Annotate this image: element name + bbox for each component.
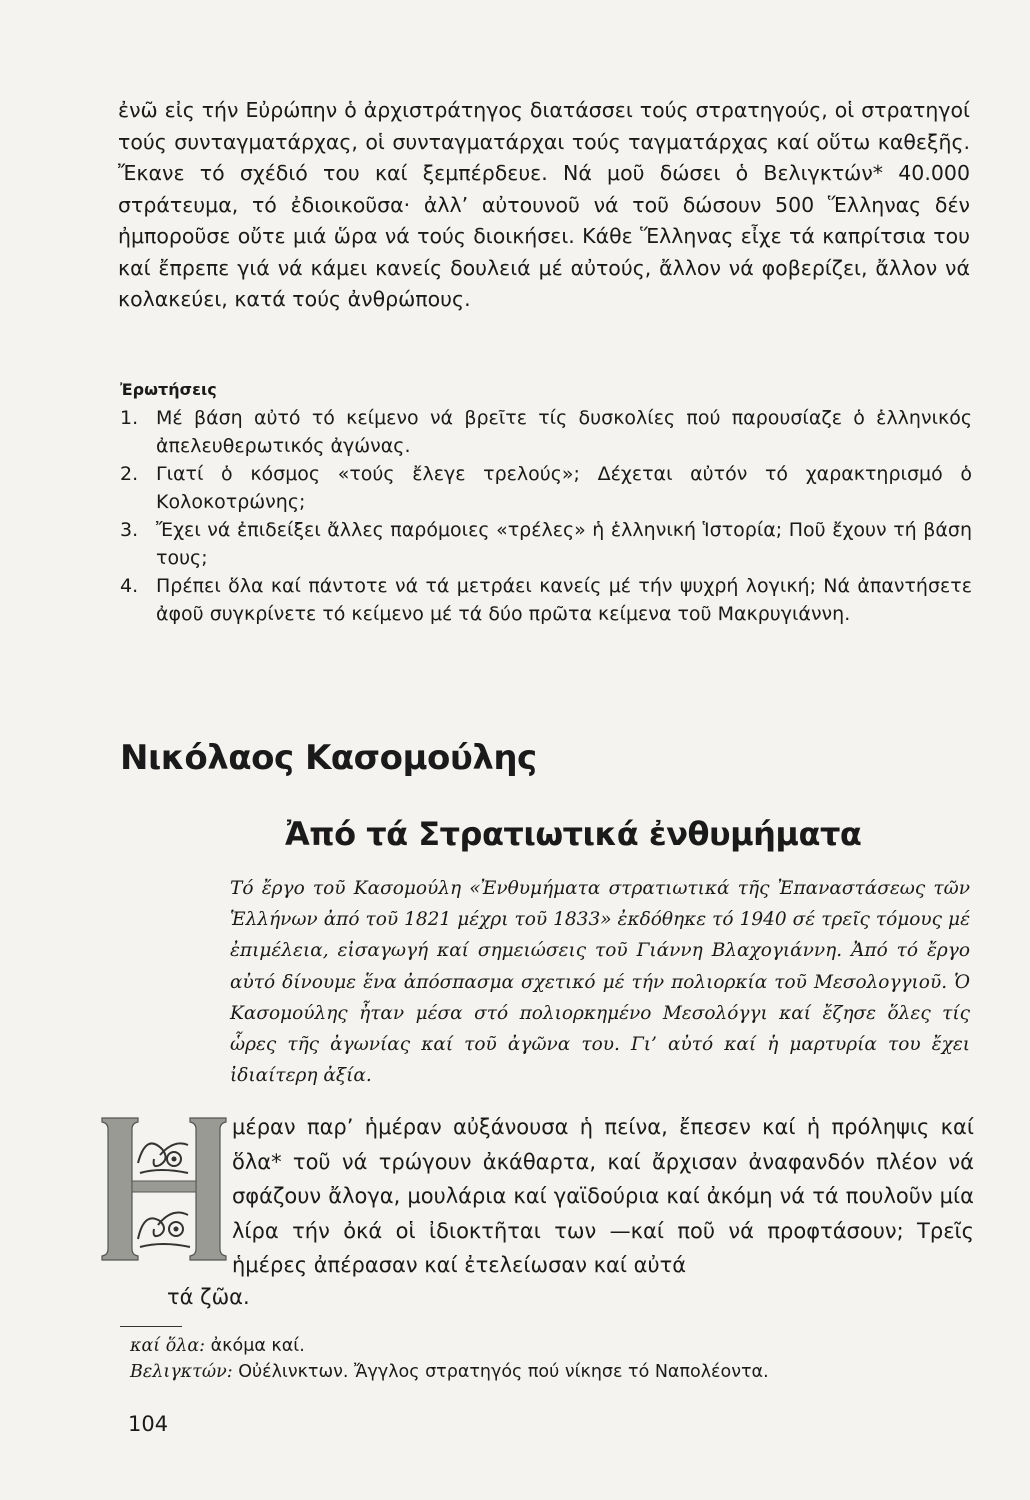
intro-paragraph: ἐνῶ εἰς τήν Εὐρώπην ὁ ἀρχιστράτηγος διατάσσει τούς στρατηγούς, οἱ στρατηγοί τούς συνταγματάρχας, οἱ συνταγματάρχαι τούς ταγματάρχας καί οὕτω καθεξῆς. Ἔκανε τό σχέδιό του καί ξεμπέρδευε. Νά μοῦ δώσει ὁ Βελιγκτών* 40.000 στράτευμα, τό ἐδιοικοῦσα· ἀλλ’ αὐτουνοῦ νά τοῦ δώσουν 500 Ἕλληνας δέν ἠμποροῦσε οὔτε μιά ὥρα νά τούς διοικήσει. Κάθε Ἕλληνας εἶχε τά καπρίτσια του καί ἔπρεπε γιά νά κάμει κανείς δουλειά μέ αὐτούς, ἄλλον νά φοβερίζει, ἄλλον νά κολακεύει, κατά τούς ἀνθρώπους. bbox=[118, 98, 970, 311]
footnote-definition: ἀκόμα καί. bbox=[210, 1336, 305, 1356]
excerpt-text: μέραν παρ’ ἡμέραν αὐξάνουσα ἡ πείνα, ἔπεσεν καί ἡ πρόληψις καί ὅλα* τοῦ νά τρώγουν ἀκάθαρτα, καί ἄρχισαν ἀναφανδόν πλέον νά σφάζουν ἄλογα, μουλάρια καί γαϊδούρια καί ἀκόμη νά τά πουλοῦν μία λίρα τήν ὀκά οἱ ἰδιοκτῆται των —καί ποῦ νά προφτάσουν; Τρεῖς ἡμέρες ἀπέρασαν καί ἐτελείωσαν καί αὐτά bbox=[232, 1115, 974, 1277]
section-intro: Τό ἔργο τοῦ Κασομούλη «Ἐνθυμήματα στρατιωτικά τῆς Ἐπαναστάσεως τῶν Ἑλλήνων ἀπό τοῦ 1821 μέχρι τοῦ 1833» ἐκδόθηκε τό 1940 σέ τρεῖς τόμους μέ ἐπιμέλεια, εἰσαγωγή καί σημειώσεις τοῦ Γιάννη Βλαχογιάννη. Ἀπό τό ἔργο αὐτό δίνουμε ἕνα ἀπόσπασμα σχετικό μέ τήν πολιορκία τοῦ Μεσολογγιοῦ. Ὁ Κασομούλης ἦταν μέσα στό πολιορκημένο Μεσολόγγι καί ἔζησε ὅλες τίς ὧρες τῆς ἀγωνίας καί τοῦ ἀγῶνα του. Γι’ αὐτό καί ἡ μαρτυρία του ἔχει ἰδιαίτερη ἀξία. bbox=[230, 878, 970, 1087]
question-number: 2. bbox=[120, 463, 139, 485]
footnote-item bbox=[130, 1359, 970, 1385]
section-title: Ἀπό τά Στρατιωτικά ἐνθυμήματα bbox=[285, 815, 862, 853]
footnote-term: Βελιγκτών: bbox=[130, 1362, 233, 1382]
excerpt-text-end: τά ζῶα. bbox=[167, 1285, 250, 1309]
footnote-definition: Οὐέλινκτων. Ἄγγλος στρατηγός πού νίκησε τό Ναπολέοντα. bbox=[238, 1362, 769, 1382]
footnote-item bbox=[130, 1333, 970, 1359]
ornate-dropcap-icon bbox=[100, 1115, 228, 1263]
footnote-term: καί ὅλα: bbox=[130, 1336, 206, 1356]
questions-list bbox=[112, 405, 972, 629]
footnotes bbox=[130, 1333, 970, 1385]
question-text: Μέ βάση αὐτό τό κείμενο νά βρεῖτε τίς δυσκολίες πού παρουσίαζε ὁ ἑλληνικός ἀπελευθερωτικός ἀγώνας. bbox=[156, 407, 972, 457]
dropcap-ornament bbox=[100, 1115, 228, 1263]
question-number: 1. bbox=[120, 407, 139, 429]
question-number: 4. bbox=[120, 575, 139, 597]
question-item bbox=[112, 461, 972, 516]
question-item bbox=[112, 517, 972, 572]
footnote-divider bbox=[120, 1326, 182, 1327]
question-text: Ἔχει νά ἐπιδείξει ἄλλες παρόμοιες «τρέλες» ἡ ἑλληνική Ἱστορία; Ποῦ ἔχουν τή βάση τους; bbox=[156, 519, 972, 569]
question-text: Γιατί ὁ κόσμος «τούς ἔλεγε τρελούς»; Δέχεται αὐτόν τό χαρακτηρισμό ὁ Κολοκοτρώνης; bbox=[156, 463, 972, 513]
question-number: 3. bbox=[120, 519, 139, 541]
page-number: 104 bbox=[128, 1412, 169, 1436]
question-text: Πρέπει ὅλα καί πάντοτε νά τά μετράει κανείς μέ τήν ψυχρή λογική; Νά ἀπαντήσετε ἀφοῦ συγκρίνετε τό κείμενο μέ τά δύο πρῶτα κείμενα τοῦ Μακρυγιάννη. bbox=[156, 575, 972, 625]
question-item bbox=[112, 573, 972, 628]
author-heading: Νικόλαος Κασομούλης bbox=[120, 738, 537, 778]
question-item bbox=[112, 405, 972, 460]
questions-heading: Ἐρωτήσεις bbox=[120, 380, 217, 399]
